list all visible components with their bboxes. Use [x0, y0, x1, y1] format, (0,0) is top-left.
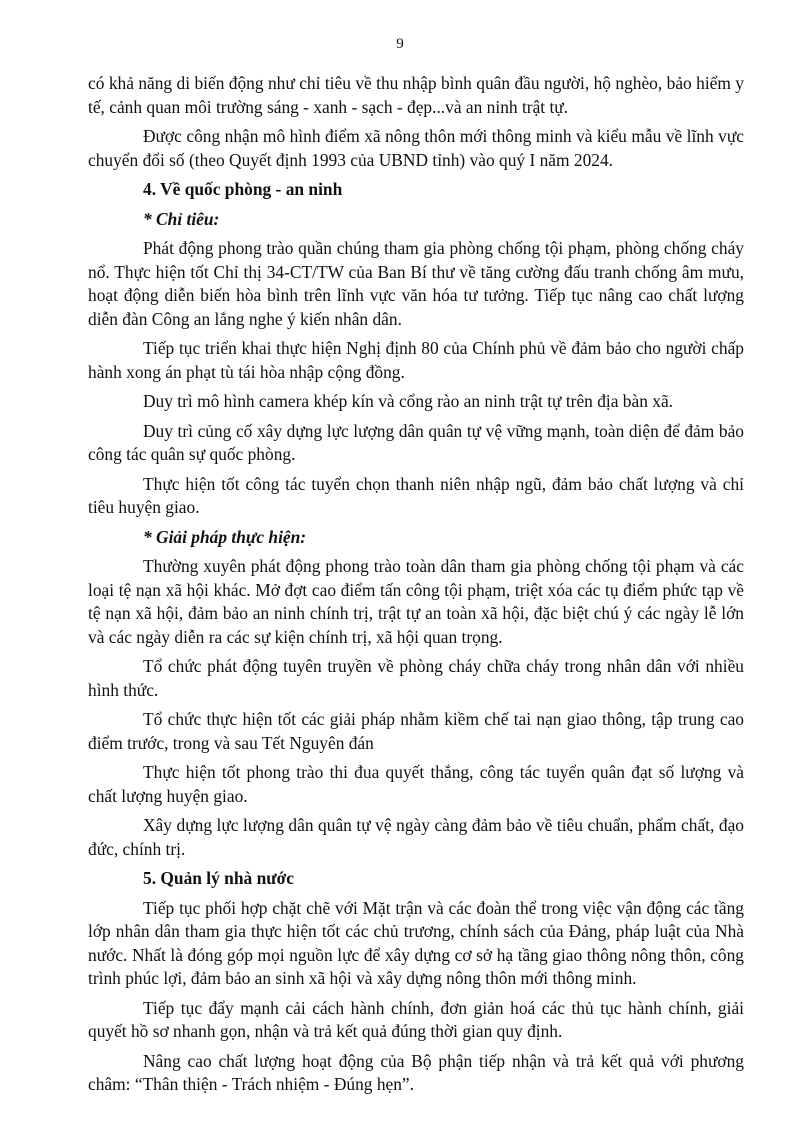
paragraph: Được công nhận mô hình điểm xã nông thôn mới thông minh và kiểu mẫu về lĩnh vực chuyển đổi số (theo Quyết định 1993 của UBND tỉnh) vào quý I năm 2024. — [88, 126, 744, 170]
paragraph: Phát động phong trào quần chúng tham gia phòng chống tội phạm, phòng chống cháy nổ. Thực hiện tốt Chỉ thị 34-CT/TW của Ban Bí thư về tăng cường đấu tranh chống âm mưu, hoạt động diễn biến hòa bình trên lĩnh vực văn hóa tư tưởng. Tiếp tục nâng cao chất lượng diễn đàn Công an lắng nghe ý kiến nhân dân. — [88, 238, 744, 329]
page-number: 9 — [396, 36, 404, 52]
paragraph: Thường xuyên phát động phong trào toàn dân tham gia phòng chống tội phạm và các loại tệ nạn xã hội khác. Mở đợt cao điểm tấn công tội phạm, triệt xóa các tụ điểm phức tạp về tệ nạn xã hội, đảm bảo an ninh chính trị, trật tự an toàn xã hội, đặc biệt chú ý các ngày lễ lớn và các ngày diễn ra các sự kiện chính trị, xã hội quan trọng. — [88, 556, 744, 647]
page-content — [88, 72, 744, 1103]
paragraph-continuation: có khả năng di biến động như chỉ tiêu về thu nhập bình quân đầu người, hộ nghèo, bảo hiểm y tế, cảnh quan môi trường sáng - xanh - sạch - đẹp...và an ninh trật tự. — [88, 73, 744, 117]
paragraph: Tiếp tục triển khai thực hiện Nghị định 80 của Chính phủ về đảm bảo cho người chấp hành xong án phạt tù tái hòa nhập cộng đồng. — [88, 338, 744, 382]
paragraph: Thực hiện tốt phong trào thi đua quyết thắng, công tác tuyển quân đạt số lượng và chất lượng huyện giao. — [88, 762, 744, 806]
section-heading-defense-security: 4. Về quốc phòng - an ninh — [143, 179, 343, 199]
paragraph: Nâng cao chất lượng hoạt động của Bộ phận tiếp nhận và trả kết quả với phương châm: “Thân thiện - Trách nhiệm - Đúng hẹn”. — [88, 1050, 744, 1094]
subheading-targets: * Chỉ tiêu: — [143, 208, 220, 229]
paragraph: Thực hiện tốt công tác tuyển chọn thanh niên nhập ngũ, đảm bảo chất lượng và chỉ tiêu huyện giao. — [88, 473, 744, 517]
paragraph: Tiếp tục đẩy mạnh cải cách hành chính, đơn giản hoá các thủ tục hành chính, giải quyết hồ sơ nhanh gọn, nhận và trả kết quả đúng thời gian quy định. — [88, 997, 744, 1041]
paragraph: Tổ chức phát động tuyên truyền về phòng cháy chữa cháy trong nhân dân với nhiều hình thức. — [88, 656, 744, 700]
paragraph: Duy trì mô hình camera khép kín và cổng rào an ninh trật tự trên địa bàn xã. — [143, 391, 674, 411]
paragraph: Xây dựng lực lượng dân quân tự vệ ngày càng đảm bảo về tiêu chuẩn, phẩm chất, đạo đức, chính trị. — [88, 815, 744, 859]
section-heading-state-management: 5. Quản lý nhà nước — [143, 868, 295, 888]
paragraph: Tiếp tục phối hợp chặt chẽ với Mặt trận và các đoàn thể trong việc vận động các tầng lớp nhân dân tham gia thực hiện tốt các chủ trương, chính sách của Đảng, pháp luật của Nhà nước. Nhất là đóng góp mọi nguồn lực để xây dựng cơ sở hạ tầng giao thông nông thôn, công trình phúc lợi, đảm bảo an sinh xã hội và xây dựng nông thôn mới thông minh. — [88, 897, 744, 988]
paragraph: Tổ chức thực hiện tốt các giải pháp nhằm kiềm chế tai nạn giao thông, tập trung cao điểm trước, trong và sau Tết Nguyên đán — [88, 709, 744, 753]
paragraph: Duy trì củng cố xây dựng lực lượng dân quân tự vệ vững mạnh, toàn diện để đảm bảo công tác quân sự quốc phòng. — [88, 420, 744, 464]
subheading-solutions: * Giải pháp thực hiện: — [143, 526, 307, 547]
